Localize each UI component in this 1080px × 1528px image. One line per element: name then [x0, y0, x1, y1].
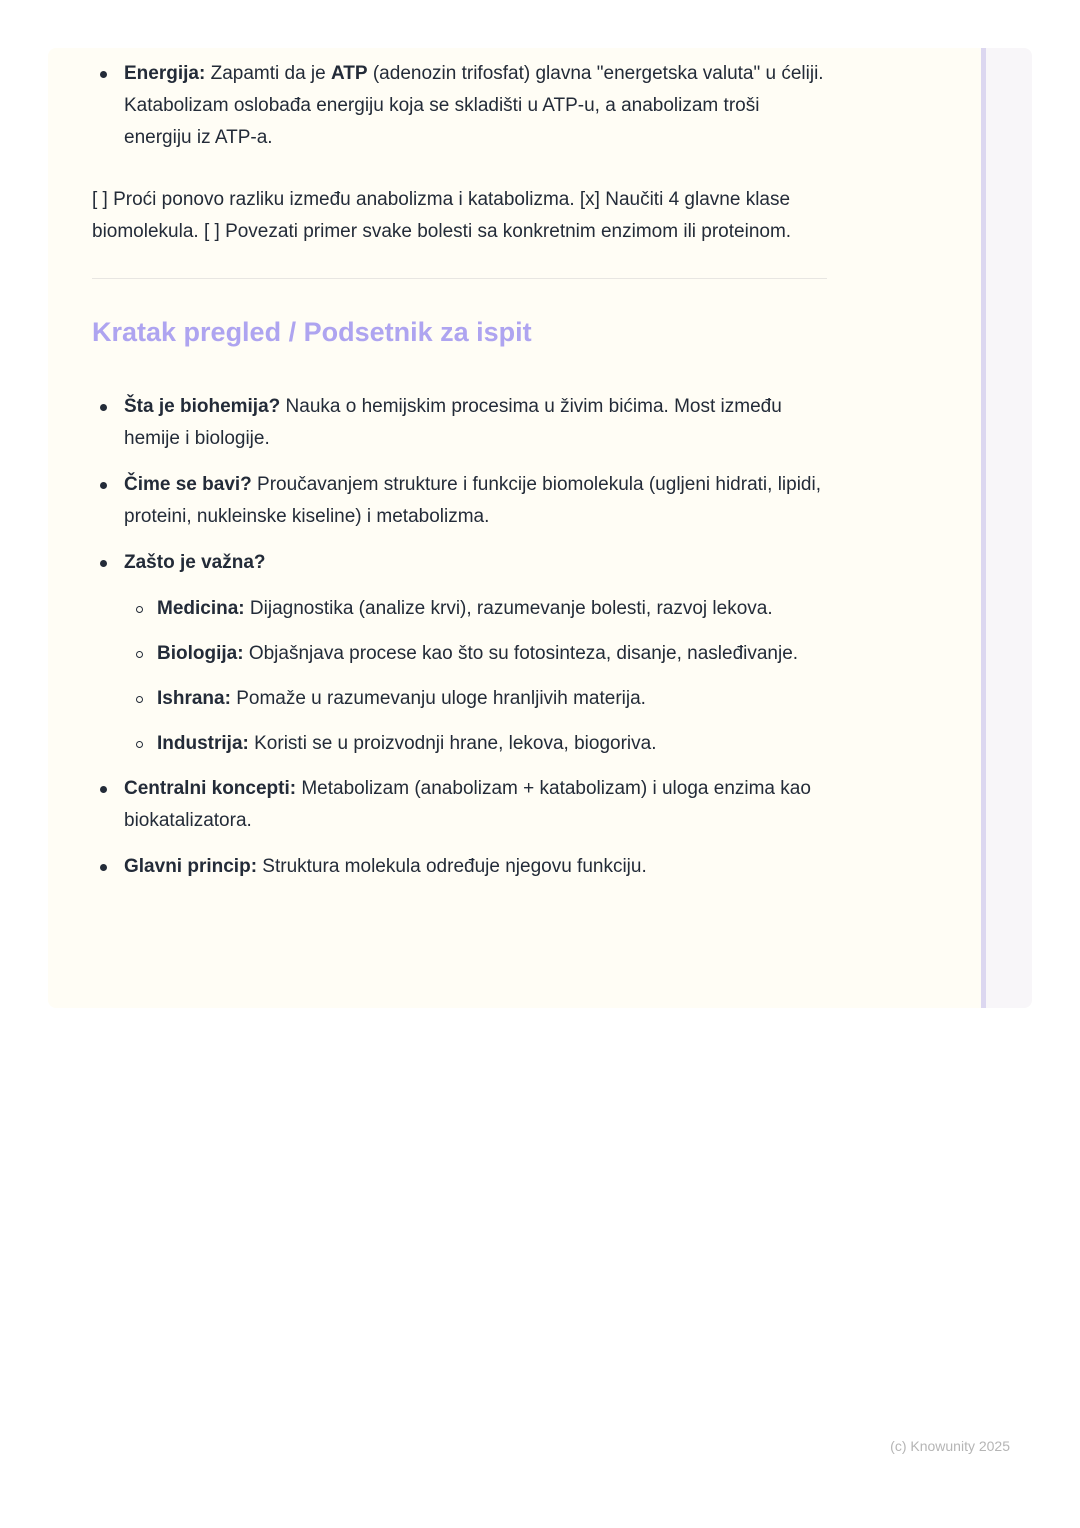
item-text: Dijagnostika (analize krvi), razumevanje bolesti, razvoj lekova.: [244, 598, 773, 619]
item-lead: Čime se bavi?: [124, 474, 252, 495]
bullet-marker-icon: [100, 404, 107, 411]
list-item: [92, 469, 832, 533]
item-lead: Biologija:: [157, 643, 244, 664]
bullet-marker-icon: [100, 71, 107, 78]
list-item: [92, 391, 832, 455]
item-text: Proučavanjem strukture i funkcije biomolekula (ugljeni hidrati, lipidi, proteini, nukleinske kiseline) i metabolizma.: [124, 474, 821, 527]
item-lead: Energija:: [124, 63, 206, 84]
circle-marker-icon: [136, 651, 143, 658]
list-item: [92, 851, 832, 883]
circle-marker-icon: [136, 696, 143, 703]
list-item: [92, 58, 832, 154]
item-text: Koristi se u proizvodnji hrane, lekova, biogoriva.: [248, 733, 657, 754]
item-lead: Šta je biohemija?: [124, 396, 281, 417]
sub-list-item: [92, 638, 832, 670]
bullet-marker-icon: [100, 560, 107, 567]
sub-list-item: [92, 593, 832, 625]
item-text: Nauka o hemijskim procesima u živim bićima. Most između hemije i biologije.: [124, 396, 782, 449]
item-lead: Zašto je važna?: [124, 552, 266, 573]
item-text: Pomaže u razumevanju uloge hranljivih materija.: [230, 688, 646, 709]
item-text: (adenozin trifosfat) glavna "energetska valuta" u ćeliji. Katabolizam oslobađa energiju koja se skladišti u ATP-u, a anabolizam troši energiju iz ATP-a.: [124, 63, 824, 148]
page-edge-strip: [981, 48, 1032, 1008]
review-list: [92, 391, 832, 883]
item-text: Struktura molekula određuje njegovu funkciju.: [257, 856, 647, 877]
item-lead: Glavni princip:: [124, 856, 258, 877]
item-text: Metabolizam (anabolizam + katabolizam) i uloga enzima kao biokatalizatora.: [124, 778, 811, 831]
section-divider: [92, 278, 827, 279]
nested-list: [92, 593, 832, 760]
item-text: Objašnjava procese kao što su fotosinteza, disanje, nasleđivanje.: [243, 643, 799, 664]
list-item: [92, 547, 832, 579]
footer-credit: (c) Knowunity 2025: [890, 1438, 1010, 1454]
item-lead: Ishrana:: [157, 688, 231, 709]
bullet-marker-icon: [100, 482, 107, 489]
item-bold: ATP: [330, 63, 368, 84]
document-content: [92, 58, 832, 897]
bullet-marker-icon: [100, 864, 107, 871]
document-page-card: [48, 48, 1032, 1008]
item-lead: Medicina:: [157, 598, 245, 619]
checklist-paragraph: [ ] Proći ponovo razliku između anabolizma i katabolizma. [x] Naučiti 4 glavne klase biomolekula. [ ] Povezati primer svake bolesti sa konkretnim enzimom ili proteinom.: [92, 189, 792, 242]
item-lead: Centralni koncepti:: [124, 778, 297, 799]
list-item: [92, 773, 832, 837]
sub-list-item: [92, 683, 832, 715]
item-text: Zapamti da je: [205, 63, 331, 84]
energy-list: [92, 58, 832, 154]
sub-list-item: [92, 728, 832, 760]
item-lead: Industrija:: [157, 733, 249, 754]
circle-marker-icon: [136, 741, 143, 748]
bullet-marker-icon: [100, 786, 107, 793]
section-heading: Kratak pregled / Podsetnik za ispit: [92, 317, 532, 347]
circle-marker-icon: [136, 606, 143, 613]
